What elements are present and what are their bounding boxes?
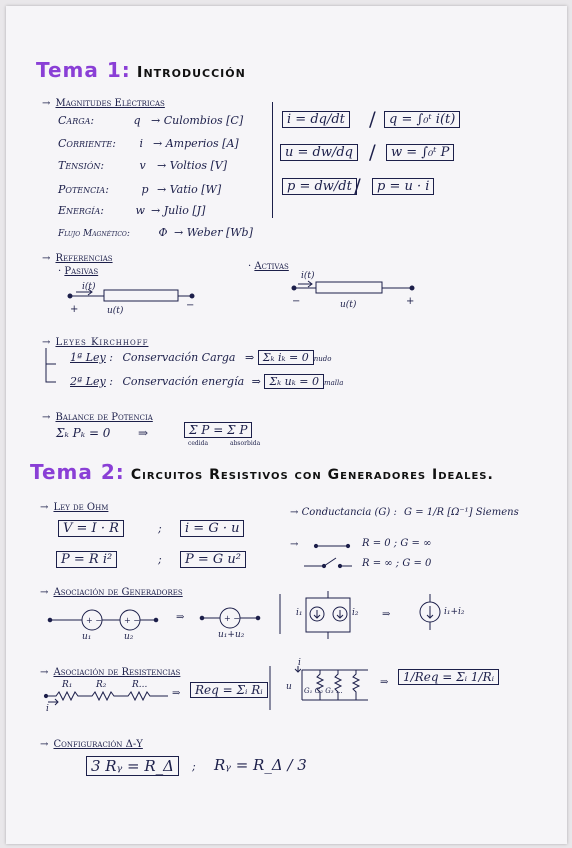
notebook-page <box>6 6 567 844</box>
implies-icon: ⇒ <box>380 677 389 688</box>
i-label: i <box>298 658 301 668</box>
formula-box: p = dw/dt <box>282 178 357 195</box>
configuracion-heading-row <box>40 732 143 751</box>
r2-label: R₂ <box>96 680 107 690</box>
arrow-icon: → <box>42 98 51 109</box>
arrow-icon: → <box>153 137 163 150</box>
u2-label: u₂ <box>124 632 134 642</box>
balance-sub-left: cedida <box>188 440 209 447</box>
activas-minus: − <box>292 296 301 307</box>
magnitude-row: Energía: w → Julio [J] <box>58 204 206 217</box>
configuracion-heading: Configuración Δ-Y <box>53 739 143 750</box>
ohm-formula: i = G · u <box>180 520 244 537</box>
voltage-source-equivalent <box>200 608 260 628</box>
arrow-icon: → <box>42 412 51 423</box>
i1-label: i₁ <box>296 608 303 618</box>
g-labels: G₁ G₂ G₃ ... <box>304 687 343 695</box>
svg-text:+ −: + − <box>86 616 102 625</box>
ohm-formula: P = R i² <box>56 551 117 568</box>
arrow-icon: → <box>290 539 299 550</box>
ohm-heading: Ley de Ohm <box>53 502 109 513</box>
formula-box: q = ∫₀ᵗ i(t) <box>384 111 460 128</box>
svg-text:+ −: + − <box>224 614 240 623</box>
slash-separator: / <box>369 107 376 131</box>
tema1-title-text: Introducción <box>136 63 246 81</box>
implies-icon: ⇒ <box>138 426 149 440</box>
switch-open-label: R = ∞ ; G = 0 <box>362 558 432 569</box>
pasivas-label: Pasivas <box>64 266 99 277</box>
implies-icon: ⇒ <box>176 612 185 623</box>
activas-label-row: · Activas <box>248 261 289 272</box>
u-sum-label: u₁+u₂ <box>218 630 245 640</box>
referencias-heading: Referencias <box>55 253 113 264</box>
current-sources-parallel <box>306 591 350 639</box>
slash-separator: / <box>369 140 376 164</box>
balance-sub-right: absorbida <box>230 440 261 447</box>
switch-open <box>304 558 352 568</box>
current-source-equivalent <box>420 594 440 630</box>
r1-label: R₁ <box>62 680 73 690</box>
formula-box: u = dw/dq <box>280 144 358 161</box>
arrow-icon: → <box>40 739 49 750</box>
kirchhoff-law2: 2ª Ley : Conservación energía ⇒ Σₖ uₖ = 0 malla <box>70 375 344 388</box>
svg-text:+ −: + − <box>124 616 140 625</box>
u-label: u <box>286 682 292 692</box>
arrow-icon: → <box>174 226 184 239</box>
arrow-icon: → <box>290 507 299 518</box>
generadores-heading-row <box>40 580 183 599</box>
pasivas-minus: − <box>186 300 195 311</box>
i-label: i <box>46 704 49 714</box>
formula-box: i = dq/dt <box>282 111 350 128</box>
formula-box: w = ∫₀ᵗ P <box>386 144 454 161</box>
arrow-icon: → <box>157 183 167 196</box>
switch-closed <box>314 544 349 547</box>
arrow-icon: → <box>151 204 161 217</box>
parallel-formula: 1/Req = Σᵢ 1/Rᵢ <box>398 669 499 685</box>
tema1-number: Tema 1: <box>36 58 131 82</box>
balance-eq2: Σ P = Σ P <box>184 422 252 438</box>
i-sum-label: i₁+i₂ <box>444 607 465 617</box>
magnitude-row: Corriente: i → Amperios [A] <box>58 137 239 150</box>
resistors-series <box>44 692 168 705</box>
slash-separator: / <box>354 174 361 198</box>
u1-label: u₁ <box>82 632 92 642</box>
pasivas-plus: + <box>70 304 79 315</box>
delta-y-formula: 3 Rᵧ = R_Δ <box>86 756 179 776</box>
kirchhoff-law1: 1ª Ley : Conservación Carga ⇒ Σₖ iₖ = 0 nudo <box>70 351 332 364</box>
semicolon: ; <box>158 522 162 535</box>
pasivas-label-row: · Pasivas <box>58 266 99 277</box>
i2-label: i₂ <box>352 608 359 618</box>
activas-circuit <box>292 281 414 293</box>
balance-heading: Balance de Potencia <box>55 412 153 423</box>
voltage-sources-series <box>48 610 158 630</box>
circuit-drawings <box>6 6 567 844</box>
arrow-icon: → <box>151 114 161 127</box>
magnitude-row: Carga: q → Culombios [C] <box>58 114 244 127</box>
semicolon: ; <box>158 553 162 566</box>
arrow-icon: → <box>157 159 167 172</box>
resistencias-heading-row <box>40 660 180 679</box>
pasivas-voltage-label: u(t) <box>107 306 124 316</box>
resistencias-heading: Asociación de Resistencias <box>53 667 181 678</box>
arrow-icon: → <box>40 667 49 678</box>
balance-heading-row <box>42 405 153 424</box>
implies-icon: ⇒ <box>172 688 181 699</box>
pasivas-current-label: i(t) <box>82 282 96 292</box>
magnitude-row: Tensión: v → Voltios [V] <box>58 159 228 172</box>
arrow-icon: → <box>40 587 49 598</box>
arrow-icon: → <box>42 253 51 264</box>
delta-y-formula-2: Rᵧ = R_Δ / 3 <box>214 756 307 774</box>
conductancia-row: → Conductancia (G) : G = 1/R [Ω⁻¹] Siemens <box>290 507 519 518</box>
implies-icon: ⇒ <box>382 609 391 620</box>
kirchhoff-heading-row <box>42 330 148 349</box>
rdots-label: R... <box>132 680 148 690</box>
balance-eq1: Σₖ Pₖ = 0 <box>56 426 111 440</box>
formula-box: p = u · i <box>372 178 434 195</box>
tema2-title-text: Circuitos Resistivos con Generadores Ideales. <box>130 467 494 483</box>
magnitude-row: Potencia: p → Vatio [W] <box>58 183 222 196</box>
ohm-formula: P = G u² <box>180 551 246 568</box>
switch-closed-label: R = 0 ; G = ∞ <box>362 538 432 549</box>
arrow-icon: → <box>42 337 51 348</box>
activas-current-label: i(t) <box>301 271 315 281</box>
activas-voltage-label: u(t) <box>340 300 357 310</box>
ohm-heading-row <box>40 495 108 514</box>
kirchhoff-bracket <box>46 348 56 382</box>
tema2-number: Tema 2: <box>30 460 125 484</box>
generadores-heading: Asociación de Generadores <box>53 587 183 598</box>
arrow-icon: → <box>40 502 49 513</box>
series-formula: Req = Σᵢ Rᵢ <box>190 682 268 698</box>
kirchhoff-heading: Leyes Kirchhoff <box>55 337 149 348</box>
ohm-formula: V = I · R <box>58 520 124 537</box>
semicolon: ; <box>192 760 196 773</box>
tema2-title <box>30 460 494 484</box>
activas-plus: + <box>406 296 415 307</box>
magnitude-row: Flujo Magnético: Φ → Weber [Wb] <box>58 226 253 239</box>
activas-label: Activas <box>254 261 289 272</box>
magnitudes-heading: Magnitudes Eléctricas <box>55 98 165 109</box>
